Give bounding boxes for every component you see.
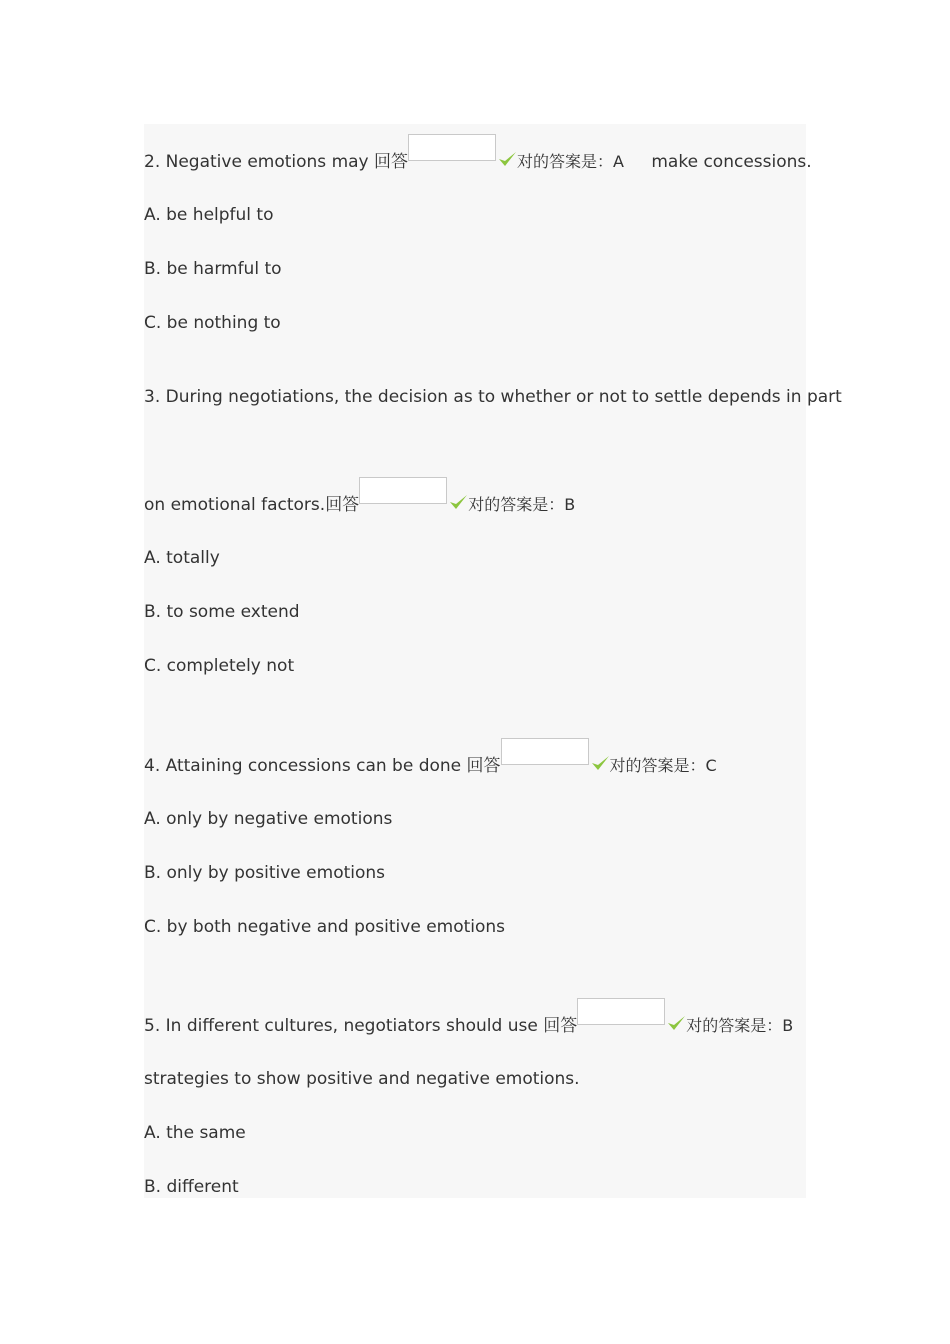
answer-input[interactable] bbox=[577, 998, 665, 1025]
correct-answer-text: 对的答案是：B bbox=[468, 495, 576, 514]
question-4-stem bbox=[144, 738, 717, 778]
check-icon bbox=[497, 149, 517, 169]
correct-answer-text: 对的答案是：C bbox=[609, 756, 717, 775]
question-2-stem bbox=[144, 134, 812, 174]
correct-answer-text: 对的答案是：B bbox=[686, 1016, 794, 1035]
answer-input[interactable] bbox=[501, 738, 589, 765]
option-c[interactable]: C. by both negative and positive emotions bbox=[144, 917, 506, 937]
option-b[interactable]: B. be harmful to bbox=[144, 259, 282, 279]
option-c[interactable]: C. completely not bbox=[144, 656, 295, 676]
question-stem-tail: make concessions. bbox=[651, 152, 812, 172]
question-5-continuation: strategies to show positive and negative emotions. bbox=[144, 1069, 580, 1089]
option-a[interactable]: A. the same bbox=[144, 1123, 246, 1143]
option-a[interactable]: A. be helpful to bbox=[144, 205, 274, 225]
option-c[interactable]: C. be nothing to bbox=[144, 313, 281, 333]
option-a[interactable]: A. totally bbox=[144, 548, 220, 568]
option-b[interactable]: B. to some extend bbox=[144, 602, 300, 622]
question-3-stem bbox=[144, 477, 575, 517]
question-stem-text: 5. In different cultures, negotiators should use bbox=[144, 1016, 538, 1036]
answer-label: 回答 bbox=[466, 756, 501, 776]
check-icon bbox=[590, 753, 610, 773]
check-icon bbox=[448, 492, 468, 512]
question-stem-text: on emotional factors. bbox=[144, 495, 326, 515]
option-a[interactable]: A. only by negative emotions bbox=[144, 809, 393, 829]
option-b[interactable]: B. only by positive emotions bbox=[144, 863, 386, 883]
correct-answer-text: 对的答案是：A bbox=[517, 152, 624, 171]
answer-label: 回答 bbox=[543, 1016, 578, 1036]
answer-input[interactable] bbox=[359, 477, 447, 504]
answer-label: 回答 bbox=[374, 152, 409, 172]
question-5-stem bbox=[144, 998, 793, 1038]
question-stem-text: 4. Attaining concessions can be done bbox=[144, 756, 462, 776]
check-icon bbox=[666, 1013, 686, 1033]
option-b[interactable]: B. different bbox=[144, 1177, 239, 1197]
question-stem-text: 2. Negative emotions may bbox=[144, 152, 369, 172]
question-3-stem-line1: 3. During negotiations, the decision as to whether or not to settle depends in part bbox=[144, 387, 842, 407]
answer-label: 回答 bbox=[325, 495, 360, 515]
answer-input[interactable] bbox=[408, 134, 496, 161]
